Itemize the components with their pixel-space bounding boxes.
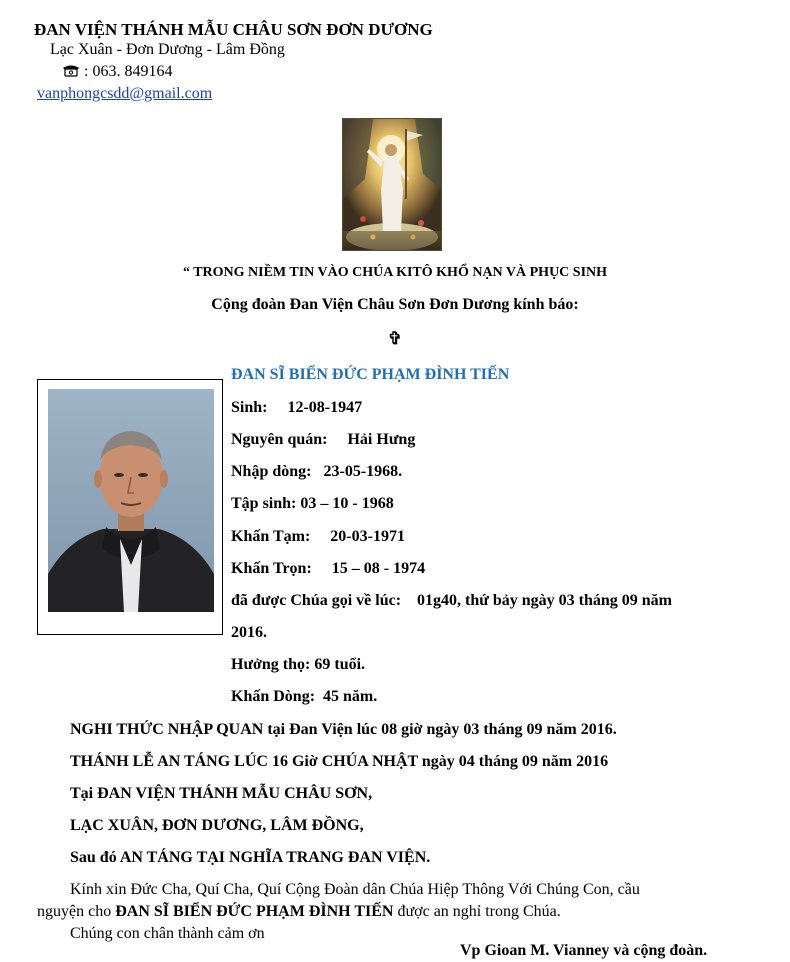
request-line-1: Kính xin Đức Cha, Quí Cha, Quí Cộng Đoàn dân Chúa Hiệp Thông Với Chúng Con, cầu xyxy=(70,881,640,898)
called-label: đã được Chúa gọi về lúc: xyxy=(231,592,402,609)
perm-vows-row xyxy=(231,560,425,578)
monastery-title: ĐAN VIỆN THÁNH MẪU CHÂU SƠN ĐƠN DƯƠNG xyxy=(34,20,433,39)
novice-label: Tập sinh: xyxy=(231,495,297,512)
birth-label: Sinh: xyxy=(231,399,268,416)
entry-value: 23-05-1968. xyxy=(323,463,403,480)
telephone-icon xyxy=(62,64,80,77)
request-name: ĐAN SĨ BIỂN ĐỨC PHẠM ĐÌNH TIẾN xyxy=(115,903,394,920)
age-value: 69 tuổi. xyxy=(314,656,366,673)
request-line-2 xyxy=(37,903,561,921)
novice-row xyxy=(231,495,394,513)
origin-label: Nguyên quán: xyxy=(231,431,328,448)
request-prefix: nguyện cho xyxy=(37,903,116,920)
years-vowed-row xyxy=(231,688,377,706)
announcement-line: Cộng đoàn Đan Viện Châu Sơn Đơn Dương kính báo: xyxy=(211,296,579,313)
novice-value: 03 – 10 - 1968 xyxy=(300,495,394,512)
years-vowed-value: 45 năm. xyxy=(323,688,378,705)
temp-vows-value: 20-03-1971 xyxy=(330,528,405,545)
perm-vows-label: Khấn Trọn: xyxy=(231,560,312,577)
called-row xyxy=(231,592,672,610)
years-vowed-label: Khấn Dòng: xyxy=(231,688,316,705)
faith-quote: “ TRONG NIỀM TIN VÀO CHÚA KITÔ KHỔ NẠN VÀ PHỤC SINH xyxy=(182,265,608,280)
age-label: Hưởng thọ: xyxy=(231,656,311,673)
called-value: 01g40, thứ bảy ngày 03 tháng 09 năm xyxy=(417,592,673,609)
ceremony-line-4: LẠC XUÂN, ĐƠN DƯƠNG, LÂM ĐỒNG, xyxy=(70,817,364,834)
birth-row xyxy=(231,399,362,417)
temp-vows-row xyxy=(231,528,405,546)
cross-icon: ✞ xyxy=(387,329,403,348)
monastery-phone xyxy=(62,63,172,81)
monastery-address: Lạc Xuân - Đơn Dương - Lâm Đồng xyxy=(50,41,285,58)
birth-value: 12-08-1947 xyxy=(287,399,363,416)
entry-row xyxy=(231,463,402,481)
temp-vows-label: Khấn Tạm: xyxy=(231,528,311,545)
called-year: 2016. xyxy=(231,624,267,641)
email-link[interactable]: vanphongcsdd@gmail.com xyxy=(37,85,213,102)
request-suffix: được an nghỉ trong Chúa. xyxy=(393,903,561,920)
perm-vows-value: 15 – 08 - 1974 xyxy=(331,560,426,577)
origin-value: Hải Hưng xyxy=(347,431,416,448)
entry-label: Nhập dòng: xyxy=(231,463,312,480)
thanks-line: Chúng con chân thành cảm ơn xyxy=(70,925,265,942)
phone-number: : 063. 849164 xyxy=(84,63,173,80)
deceased-name: ĐAN SĨ BIỂN ĐỨC PHẠM ĐÌNH TIẾN xyxy=(231,366,510,383)
portrait-frame xyxy=(37,379,223,635)
risen-christ-image xyxy=(342,118,442,251)
ceremony-line-2: THÁNH LỄ AN TÁNG LÚC 16 Giờ CHÚA NHẬT ngày 04 tháng 09 năm 2016 xyxy=(70,753,609,770)
ceremony-line-5: Sau đó AN TÁNG TẠI NGHĨA TRANG ĐAN VIỆN. xyxy=(70,849,431,866)
ceremony-line-3: Tại ĐAN VIỆN THÁNH MẪU CHÂU SƠN, xyxy=(70,785,373,802)
origin-row xyxy=(231,431,415,449)
ceremony-line-1: NGHI THỨC NHẬP QUAN tại Đan Viện lúc 08 giờ ngày 03 tháng 09 năm 2016. xyxy=(70,721,617,738)
monk-portrait xyxy=(48,389,214,612)
age-row xyxy=(231,656,365,674)
signature: Vp Gioan M. Vianney và cộng đoàn. xyxy=(460,942,708,959)
